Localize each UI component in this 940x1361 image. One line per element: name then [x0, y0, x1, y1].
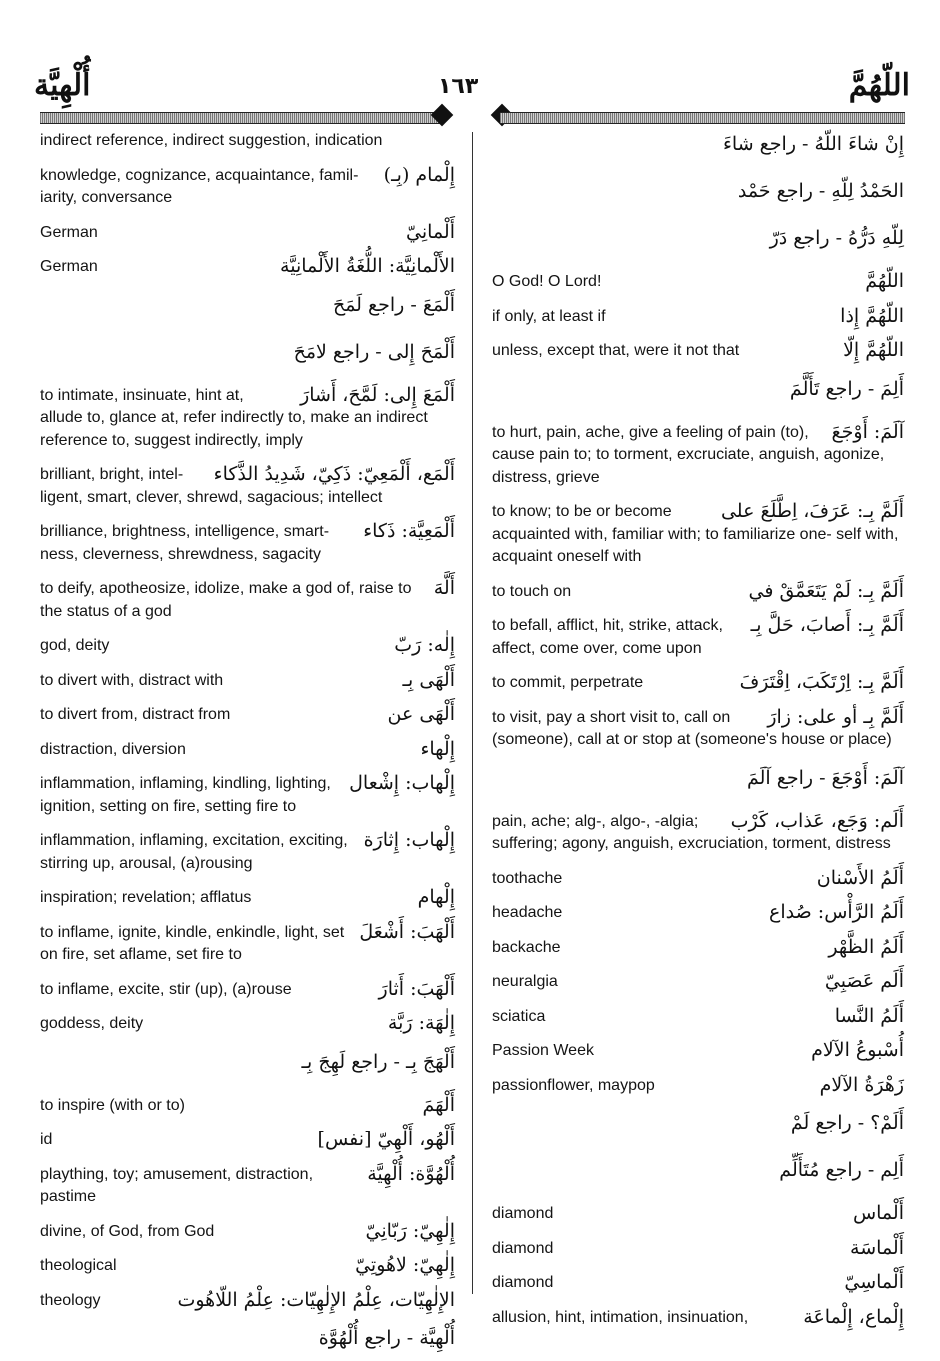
dictionary-entry [492, 340, 904, 363]
dictionary-entry [40, 1095, 455, 1118]
english-definition: goddess, deity [40, 1013, 455, 1036]
english-definition: divine, of God, from God [40, 1221, 455, 1244]
arabic-headword: إِلْماع، إِلْماعَة [795, 1303, 904, 1331]
arabic-headword: أَلْهُو، أَلْهِيّ [نفس] [310, 1125, 455, 1153]
dictionary-entry [492, 764, 904, 799]
dictionary-entry [40, 830, 455, 875]
english-definition: diamond [492, 1238, 904, 1261]
arabic-headword: إِلْهاب: إِشْعال [341, 769, 455, 797]
arabic-headword: إِلْهاء [412, 735, 455, 763]
english-definition: knowledge, cognizance, acquaintance, famil- iarity, conversance [40, 165, 455, 210]
arabic-headword: أَلَمَّ بِـ: أَصابَ، حَلَّ بِـ [743, 611, 904, 639]
english-definition: to divert with, distract with [40, 670, 455, 693]
arabic-headword: إِلٰهِيّ: رَبّانِيّ [358, 1217, 455, 1245]
arabic-headword: إِلٰهَة: رَبَّة [380, 1009, 455, 1037]
arabic-headword: أَلَمَّ بِـ: اِرْتَكَبَ، اِقْتَرَفَ [732, 668, 904, 696]
arabic-headword: أَلْهَجَ بِـ - راجع لَهِجَ بِـ [301, 1050, 455, 1073]
dictionary-entry [492, 868, 904, 891]
dictionary-entry [492, 581, 904, 604]
arabic-headword: إِلٰهِيّ: لاهُوتِيّ [347, 1251, 455, 1279]
english-definition: toothache [492, 868, 904, 891]
entry-spacer [492, 1144, 904, 1156]
arabic-headword: أَلَّهَ [426, 574, 455, 602]
entry-spacer [40, 658, 455, 670]
dictionary-entry [40, 338, 455, 373]
arabic-headword: أَلْماسَة [842, 1234, 904, 1262]
english-definition: to know; to be or become acquainted with, familiar with; to familiarize one- self with, acquaint oneself with [492, 501, 904, 569]
dictionary-entry [40, 130, 455, 153]
entry-spacer [492, 259, 904, 271]
english-definition: distraction, diversion [40, 739, 455, 762]
entry-spacer [40, 727, 455, 739]
english-definition: headache [492, 902, 904, 925]
english-definition: to inflame, ignite, kindle, enkindle, light, set on fire, set aflame, set fire to [40, 922, 455, 967]
arabic-headword: أَلَمُ النَّسا [827, 1002, 904, 1030]
english-definition: to commit, perpetrate [492, 672, 904, 695]
arabic-headword: آلَمَ: أَوْجَعَ [824, 418, 904, 446]
english-definition: inspiration; revelation; afflatus [40, 887, 455, 910]
arabic-headword: أَلْمانِيّ [398, 218, 455, 246]
arabic-headword: إِنْ شاءَ اللّهُ - راجع شاءَ [723, 133, 904, 155]
dictionary-entry [40, 464, 455, 509]
dictionary-entry [492, 422, 904, 490]
dictionary-entry [492, 1156, 904, 1191]
dictionary-entry [492, 1238, 904, 1261]
arabic-headword: أَلْمَع، أَلْمَعِيّ: ذَكِيّ، شَدِيدُ الذَّكاء [206, 460, 455, 488]
dictionary-entry [492, 130, 904, 165]
english-definition: allusion, hint, intimation, insinuation, [492, 1307, 904, 1330]
dictionary-entry [492, 811, 904, 856]
english-definition: diamond [492, 1272, 904, 1295]
dictionary-entry [492, 937, 904, 960]
english-definition: plaything, toy; amusement, distraction, pastime [40, 1164, 455, 1209]
header-rule-left [40, 112, 442, 124]
dictionary-entry [492, 224, 904, 259]
dictionary-entry [492, 501, 904, 569]
dictionary-entry [40, 256, 455, 279]
arabic-headword: لِلّهِ دَرُّهُ - راجع دَرّ [769, 227, 904, 249]
english-definition: unless, except that, were it not that [492, 340, 904, 363]
entry-spacer [492, 165, 904, 177]
english-definition: O God! O Lord! [492, 271, 904, 294]
arabic-headword: اللّهُمَّ إِذا [832, 302, 904, 330]
arabic-headword: إِلْهام [410, 883, 455, 911]
arabic-headword: أَلَمَّ بِـ أو على: زارَ [759, 703, 904, 731]
entry-spacer [40, 210, 455, 222]
dictionary-entry [40, 291, 455, 326]
dictionary-entry [40, 670, 455, 693]
arabic-headword: الحَمْدُ لِلّهِ - راجع حَمْد [737, 180, 904, 202]
entry-spacer [40, 1312, 455, 1324]
dictionary-entry [40, 578, 455, 623]
english-definition: diamond [492, 1203, 904, 1226]
arabic-headword: إِلْهاب: إِثارَة [356, 826, 455, 854]
dictionary-entry [40, 773, 455, 818]
arabic-headword: أُسْبوعُ الآلام [803, 1036, 904, 1064]
arabic-headword: أَلْمَعِيَّة: ذَكاء [355, 517, 455, 545]
dictionary-entry [492, 375, 904, 410]
english-definition: to intimate, insinuate, hint at, allude to, glance at, refer indirectly to, make an indirect reference to, suggest indirectly, imply [40, 385, 455, 453]
english-definition: pain, ache; alg-, algo-, -algia; suffering; agony, anguish, excruciation, torment, distress [492, 811, 904, 856]
dictionary-entry [492, 1307, 904, 1330]
arabic-headword: أَلَمُ الأَسْنان [809, 864, 904, 892]
entry-spacer [40, 875, 455, 887]
english-definition: German [40, 256, 455, 279]
english-definition: if only, at least if [492, 306, 904, 329]
dictionary-entry [40, 1048, 455, 1083]
arabic-headword: اللّهُمَّ [857, 267, 904, 295]
english-definition: to inspire (with or to) [40, 1095, 455, 1118]
entry-spacer [40, 279, 455, 291]
arabic-headword: أَلْهَمَ [415, 1091, 455, 1119]
arabic-headword: أَلْماس [845, 1199, 904, 1227]
english-definition: to befall, afflict, hit, strike, attack, affect, come over, come upon [492, 615, 904, 660]
dictionary-entry [40, 1129, 455, 1152]
english-definition: theological [40, 1255, 455, 1278]
dictionary-entry [40, 887, 455, 910]
dictionary-entry [492, 1109, 904, 1144]
dictionary-entry [492, 306, 904, 329]
arabic-headword: أَلِمَ - راجع تَأَلَّمَ [789, 377, 904, 400]
column-divider [472, 132, 473, 1294]
arabic-headword: أَلَمَّ بِـ: عَرَفَ، اِطَّلَعَ على [713, 497, 904, 525]
dictionary-entry [492, 1203, 904, 1226]
dictionary-entry [492, 615, 904, 660]
english-definition: German [40, 222, 455, 245]
arabic-headword: إِلٰه: رَبّ [386, 631, 455, 659]
arabic-headword: أَلْمَحَ إِلى - راجع لامَحَ [293, 340, 455, 363]
dictionary-entry [492, 1272, 904, 1295]
dictionary-entry [40, 1164, 455, 1209]
dictionary-entry [492, 672, 904, 695]
arabic-headword: أَلِم - راجع مُتَأَلِّم [779, 1159, 904, 1181]
arabic-headword: أَلْهَبَ: أَثارَ [371, 975, 455, 1003]
entry-spacer [492, 363, 904, 375]
arabic-headword: أَلْمَعَ إِلى: لَمَّحَ، أَشارَ [292, 381, 455, 409]
arabic-headword: الإِلٰهِيّات، عِلْمُ الإِلٰهِيّات: عِلْمُ اللّاهُوت [169, 1286, 455, 1314]
english-definition: id [40, 1129, 455, 1152]
arabic-headword: إِلْمام (بِـ) [376, 161, 455, 189]
entry-spacer [40, 326, 455, 338]
english-definition: passionflower, maypop [492, 1075, 904, 1098]
english-definition: brilliant, bright, intel- ligent, smart, clever, shrewd, sagacious; intellect [40, 464, 455, 509]
entry-spacer [40, 1036, 455, 1048]
arabic-headword: أَلْهَى عن [379, 700, 455, 728]
english-definition: brilliance, brightness, intelligence, smart- ness, cleverness, shrewdness, sagacity [40, 521, 455, 566]
header-guide-word-left: أُلْهِيَّة [34, 68, 91, 103]
arabic-headword: أُلْهُوَّة: أُلْهِيَّة [359, 1160, 455, 1188]
dictionary-entry [492, 177, 904, 212]
dictionary-entry [40, 165, 455, 210]
arabic-headword: أَلَمُ الظَّهْر [820, 933, 904, 961]
page-number: ١٦٣ [438, 74, 479, 99]
dictionary-entry [492, 271, 904, 294]
dictionary-entry [40, 1255, 455, 1278]
english-definition: sciatica [492, 1006, 904, 1029]
entry-spacer [40, 1083, 455, 1095]
english-definition: to deify, apotheosize, idolize, make a god of, raise to the status of a god [40, 578, 455, 623]
english-definition: to visit, pay a short visit to, call on (someone), call at or stop at (someone's house or place) [492, 707, 904, 752]
english-definition: god, deity [40, 635, 455, 658]
entry-spacer [492, 212, 904, 224]
arabic-headword: أُلْهِيَّة - راجع أُلْهُوَّة [318, 1327, 455, 1349]
english-definition: theology [40, 1290, 455, 1313]
entry-spacer [492, 752, 904, 764]
dictionary-entry [40, 1290, 455, 1313]
dictionary-entry [492, 1040, 904, 1063]
dictionary-entry [40, 739, 455, 762]
english-definition: to inflame, excite, stir (up), (a)rouse [40, 979, 455, 1002]
english-definition: Passion Week [492, 1040, 904, 1063]
dictionary-entry [492, 707, 904, 752]
dictionary-entry [40, 704, 455, 727]
header-rule-right [500, 112, 905, 124]
arabic-headword: أَلَم عَصَبِيّ [817, 967, 904, 995]
entry-spacer [492, 1191, 904, 1203]
english-definition: to divert from, distract from [40, 704, 455, 727]
arabic-headword: أَلَم: وَجَع، عَذاب، كَرْب [723, 807, 904, 835]
english-definition: to touch on [492, 581, 904, 604]
dictionary-entry [40, 1324, 455, 1359]
right-column [492, 130, 904, 1329]
dictionary-entry [40, 222, 455, 245]
arabic-headword: اللّهُمَّ إِلّا [835, 336, 904, 364]
english-definition: inflammation, inflaming, kindling, lighting, ignition, setting on fire, setting fire to [40, 773, 455, 818]
dictionary-entry [492, 971, 904, 994]
dictionary-entry [40, 922, 455, 967]
arabic-headword: زَهْرَةُ الآلام [812, 1071, 904, 1099]
dictionary-entry [40, 385, 455, 453]
dictionary-entry [40, 1013, 455, 1036]
arabic-headword: أَلَمُ الرَّأْس: صُداع [761, 898, 904, 926]
arabic-headword: أَلْهَى بِـ [394, 666, 455, 694]
dictionary-entry [40, 635, 455, 658]
english-definition: backache [492, 937, 904, 960]
arabic-headword: أَلْماسِيّ [836, 1268, 904, 1296]
dictionary-entry [40, 521, 455, 566]
english-definition: inflammation, inflaming, excitation, exciting, stirring up, arousal, (a)rousing [40, 830, 455, 875]
header-guide-word-right: اللّهُمَّ [848, 68, 910, 103]
entry-spacer [40, 566, 455, 578]
arabic-headword: أَلَمَّ بِـ: لَمْ يَتَعَمَّقْ في [741, 577, 905, 605]
arabic-headword: آلَمَ: أَوْجَعَ - راجع آلَمَ [746, 766, 904, 789]
dictionary-entry [492, 1075, 904, 1098]
entry-spacer [492, 1097, 904, 1109]
left-column [40, 130, 455, 1359]
english-definition: to hurt, pain, ache, give a feeling of pain (to), cause pain to; to torment, excruciate, anguish, agonize, distress, grieve [492, 422, 904, 490]
english-definition: indirect reference, indirect suggestion, indication [40, 132, 383, 149]
dictionary-entry [492, 1006, 904, 1029]
arabic-headword: أَلَمْ؟ - راجع لَمْ [790, 1112, 904, 1134]
dictionary-entry [40, 979, 455, 1002]
english-definition: neuralgia [492, 971, 904, 994]
dictionary-entry [40, 1221, 455, 1244]
arabic-headword: الأَلْمانِيَّة: اللُّغَةُ الأَلْمانِيَّة [272, 252, 455, 280]
dictionary-entry [492, 902, 904, 925]
arabic-headword: أَلْمَعَ - راجع لَمَحَ [332, 293, 455, 316]
arabic-headword: أَلْهَبَ: أَشْعَلَ [351, 918, 455, 946]
